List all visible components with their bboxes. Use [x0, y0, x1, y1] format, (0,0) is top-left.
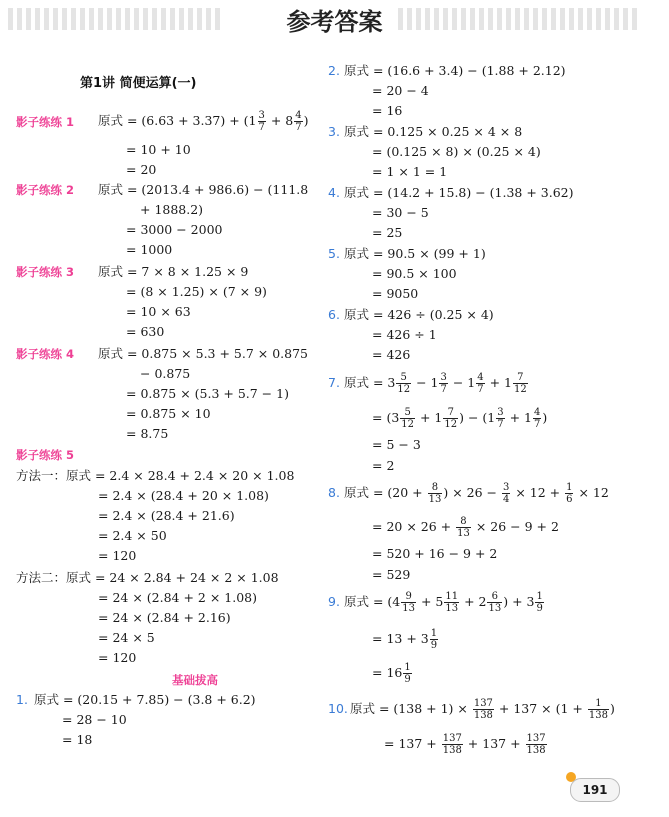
equation-line: 原式 = (2013.4 + 986.6) − (111.8 — [98, 182, 309, 197]
equation-line: = 24 × (2.84 + 2 × 1.08) — [98, 590, 257, 605]
section-title: 第1讲 简便运算(一) — [80, 76, 197, 91]
equation-line: = 90.5 × 100 — [372, 266, 457, 281]
equation-line: + 1888.2) — [140, 202, 204, 217]
equation-line: 原式 = 0.125 × 0.25 × 4 × 8 — [344, 124, 523, 139]
equation-line: 原式 = (16.6 + 3.4) − (1.88 + 2.12) — [344, 63, 566, 78]
equation-line: = 2.4 × 50 — [98, 528, 167, 543]
equation-line: 原式 = (4 $\frac{9}{13}$ + 5 $\frac{11}{13}$ + 2 $\frac{6}{13}$ ) + 3 $\frac{1}{9}$ — [344, 591, 543, 614]
fraction: $\frac{3}{7}$ — [440, 372, 447, 395]
equation-line: = 20 — [126, 162, 157, 177]
fraction: $\frac{11}{13}$ — [445, 591, 459, 614]
equation-line: = 2.4 × (28.4 + 20 × 1.08) — [98, 488, 269, 503]
equation-line: = 24 × 5 — [98, 630, 155, 645]
equation-line: = 529 — [372, 567, 411, 582]
equation-line: = 13 + 3 $\frac{1}{9}$ — [372, 628, 438, 651]
equation-line: = 2 — [372, 458, 395, 473]
equation-line: = 10 × 63 — [126, 304, 191, 319]
fraction: $\frac{8}{13}$ — [457, 516, 470, 539]
equation-line: = 25 — [372, 225, 403, 240]
equation-line: 原式 = 0.875 × 5.3 + 5.7 × 0.875 — [98, 346, 309, 361]
equation-line: = 0.875 × 10 — [126, 406, 211, 421]
equation-line: 方法一：原式 = 2.4 × 28.4 + 2.4 × 20 × 1.08 — [16, 468, 295, 483]
equation-line: 原式 = 7 × 8 × 1.25 × 9 — [98, 264, 249, 279]
exercise-label: 影子练练 5 — [16, 448, 75, 462]
problem-number: 6. — [328, 307, 340, 322]
problem-number: 5. — [328, 246, 340, 261]
problem-number: 4. — [328, 185, 340, 200]
fraction: $\frac{6}{13}$ — [488, 591, 502, 614]
equation-line: 原式 = 426 ÷ (0.25 × 4) — [344, 307, 494, 322]
fraction: $\frac{4}{7}$ — [534, 407, 541, 430]
problem-number: 3. — [328, 124, 340, 139]
equation-line: 原式 = (20 + $\frac{8}{13}$ ) × 26 − $\frac{3}{4}$ × 12 + $\frac{1}{6}$ × 12 — [344, 482, 609, 505]
equation-line: = 426 — [372, 347, 411, 362]
equation-line: = (8 × 1.25) × (7 × 9) — [126, 284, 267, 299]
problem-number: 10. — [328, 701, 348, 716]
exercise-label: 影子练练 3 — [16, 265, 75, 279]
equation-line: = 0.875 × (5.3 + 5.7 − 1) — [126, 386, 289, 401]
equation-line: 原式 = (14.2 + 15.8) − (1.38 + 3.62) — [344, 185, 574, 200]
equation-line: = (3 $\frac{5}{12}$ + 1 $\frac{7}{12}$ ) − (1 $\frac{3}{7}$ + 1 $\frac{4}{7}$ ) — [372, 407, 548, 430]
fraction: $\frac{137}{138}$ — [442, 733, 462, 756]
equation-line: 方法二：原式 = 24 × 2.84 + 24 × 2 × 1.08 — [16, 570, 279, 585]
subsection-title: 基础拔高 — [172, 673, 218, 687]
equation-line: = 1 × 1 = 1 — [372, 164, 448, 179]
fraction: $\frac{7}{12}$ — [513, 372, 527, 395]
fraction: $\frac{5}{12}$ — [401, 407, 415, 430]
fraction: $\frac{3}{4}$ — [502, 482, 510, 505]
exercise-label: 影子练练 2 — [16, 183, 75, 197]
problem-number: 7. — [328, 375, 340, 390]
equation-text: 原式 = (6.63 + 3.37) + (1 — [98, 113, 257, 128]
fraction: $\frac{1}{9}$ — [404, 662, 411, 685]
equation-line: = 16 $\frac{1}{9}$ — [372, 662, 411, 685]
equation-line: 原式 = 3 $\frac{5}{12}$ − 1 $\frac{3}{7}$ − 1 $\frac{4}{7}$ + 1 $\frac{7}{12}$ — [344, 372, 527, 395]
exercise-label: 影子练练 4 — [16, 347, 75, 361]
fraction: $\frac{9}{13}$ — [402, 591, 415, 614]
equation-line: = 20 × 26 + $\frac{8}{13}$ × 26 − 9 + 2 — [372, 516, 559, 539]
equation-line: = 120 — [98, 650, 137, 665]
equation-line: = 520 + 16 − 9 + 2 — [372, 546, 498, 561]
fraction: $\frac{1}{9}$ — [536, 591, 543, 614]
equation-line: = 9050 — [372, 286, 419, 301]
equation-line: = 2.4 × (28.4 + 21.6) — [98, 508, 235, 523]
fraction: $\frac{137}{138}$ — [473, 698, 493, 721]
problem-number: 2. — [328, 63, 340, 78]
equation-line: = 120 — [98, 548, 137, 563]
equation-line: = 20 − 4 — [372, 83, 429, 98]
equation-line: = 10 + 10 — [126, 142, 191, 157]
equation-line: − 0.875 — [140, 366, 191, 381]
exercise-label: 影子练练 1 — [16, 115, 75, 129]
equation-text: + 8 — [266, 113, 294, 128]
fraction: $\frac{1}{6}$ — [566, 482, 573, 505]
equation-line: = 24 × (2.84 + 2.16) — [98, 610, 231, 625]
equation-line: = 137 + $\frac{137}{138}$ + 137 + $\frac{137}{138}$ — [384, 733, 546, 756]
page-number: 191 — [570, 778, 620, 802]
fraction: $\frac{3}{7}$ — [497, 407, 504, 430]
equation-text: ) — [303, 113, 309, 128]
fraction: $\frac{5}{12}$ — [397, 372, 411, 395]
equation-line: = 5 − 3 — [372, 437, 421, 452]
fraction: $\frac{4}{7}$ — [295, 110, 302, 133]
fraction: $\frac{1}{9}$ — [430, 628, 438, 651]
problem-number: 9. — [328, 594, 340, 609]
fraction: $\frac{4}{7}$ — [477, 372, 484, 395]
equation-line: 原式 = (138 + 1) × $\frac{137}{138}$ + 137 × (1 + $\frac{1}{138}$ ) — [350, 698, 615, 721]
fraction: $\frac{8}{13}$ — [428, 482, 442, 505]
equation-line: = 16 — [372, 103, 403, 118]
equation-line: = 8.75 — [126, 426, 169, 441]
page-title: 参考答案 — [286, 8, 383, 36]
equation-line — [98, 108, 309, 134]
equation-line: = 30 − 5 — [372, 205, 429, 220]
fraction: $\frac{137}{138}$ — [526, 733, 546, 756]
equation-line: = 18 — [62, 732, 93, 747]
problem-number: 8. — [328, 485, 340, 500]
fraction: $\frac{7}{12}$ — [444, 407, 458, 430]
equation-line: 原式 = (20.15 + 7.85) − (3.8 + 6.2) — [34, 692, 256, 707]
equation-line: = 426 ÷ 1 — [372, 327, 437, 342]
equation-line: 原式 = 90.5 × (99 + 1) — [344, 246, 486, 261]
problem-number: 1. — [16, 692, 28, 707]
equation-line: = 630 — [126, 324, 165, 339]
fraction: $\frac{3}{7}$ — [258, 110, 265, 133]
equation-line: = 28 − 10 — [62, 712, 127, 727]
equation-line: = 1000 — [126, 242, 173, 257]
equation-line: = (0.125 × 8) × (0.25 × 4) — [372, 144, 541, 159]
equation-line: = 3000 − 2000 — [126, 222, 223, 237]
fraction: $\frac{1}{138}$ — [588, 698, 608, 721]
